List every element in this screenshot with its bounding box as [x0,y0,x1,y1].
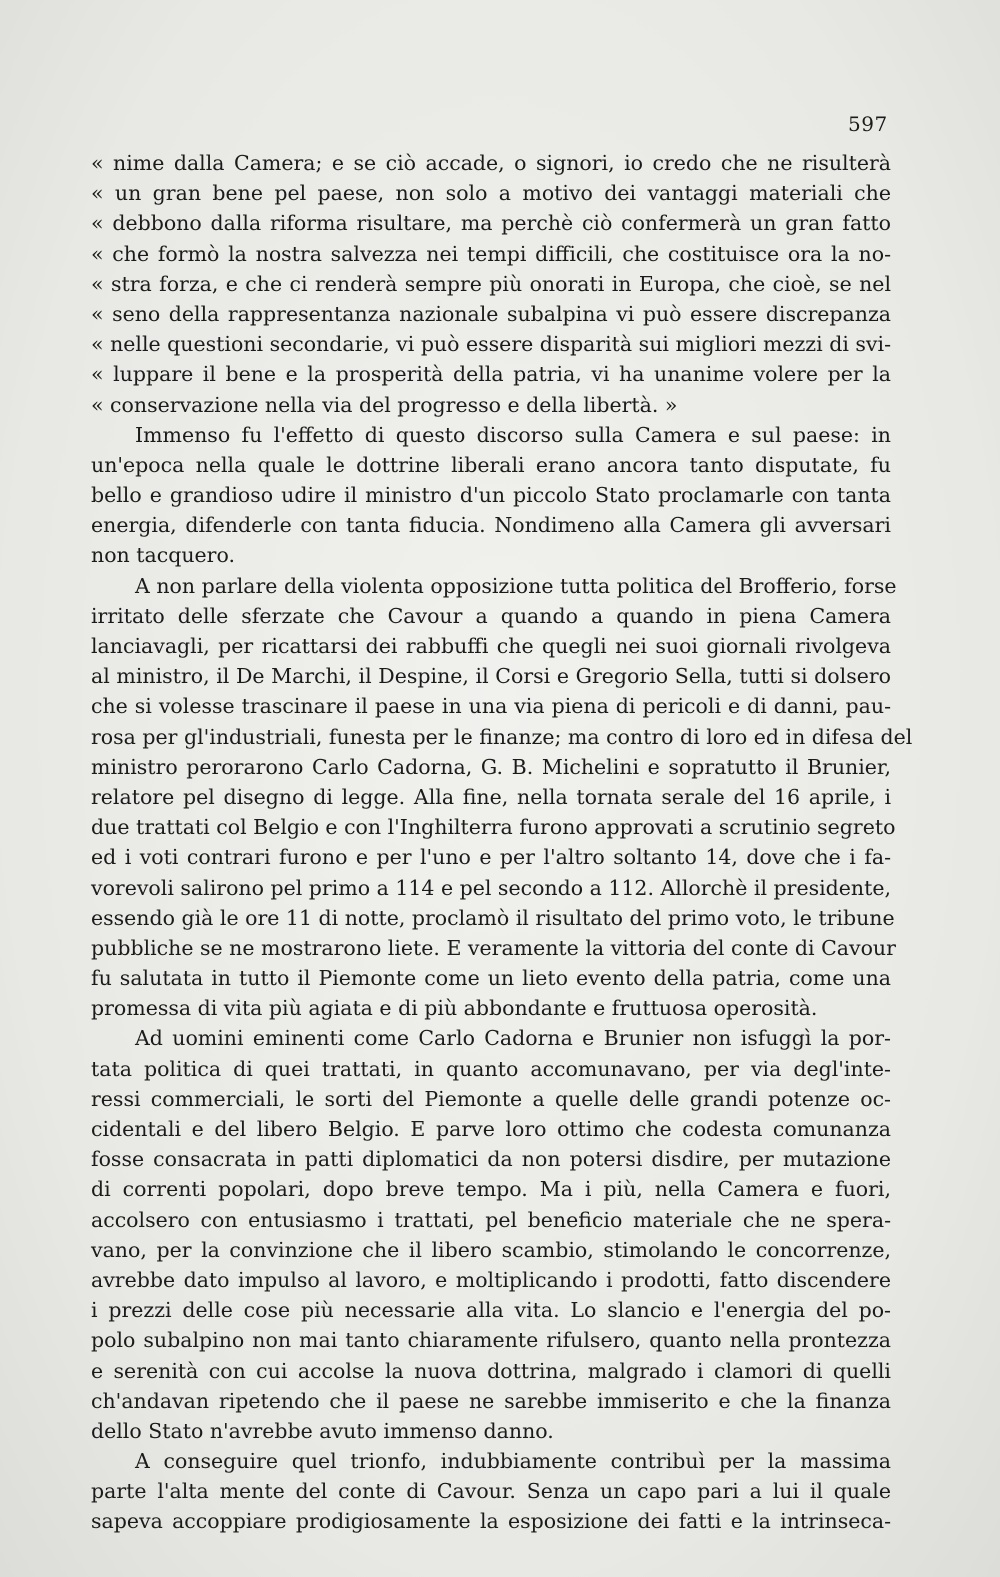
text-line: relatore pel disegno di legge. Alla fine, nella tornata serale del 16 aprile, i [91,784,891,809]
text-line: non tacquero. [91,543,235,568]
text-line: ed i voti contrari furono e per l'uno e per l'altro soltanto 14, dove che i fa- [91,845,891,870]
text-line: sapeva accoppiare prodigiosamente la esposizione dei fatti e la intrinseca- [91,1509,891,1534]
text-line: un'epoca nella quale le dottrine liberali erano ancora tanto disputate, fu [91,452,891,477]
text-line: che si volesse trascinare il paese in una via piena di pericoli e di danni, pau- [91,694,891,719]
text-line: A non parlare della violenta opposizione tutta politica del Brofferio, forse [135,573,897,598]
text-line: rosa per gl'industriali, funesta per le finanze; ma contro di loro ed in difesa del [91,724,913,749]
text-line: polo subalpino non mai tanto chiaramente rifulsero, quanto nella prontezza [91,1328,891,1353]
text-line: Ad uomini eminenti come Carlo Cadorna e Brunier non isfuggì la por- [135,1026,891,1051]
text-line: e serenità con cui accolse la nuova dottrina, malgrado i clamori di quelli [91,1358,891,1383]
text-line: irritato delle sferzate che Cavour a quando a quando in piena Camera [91,603,891,628]
text-line: « nelle questioni secondarie, vi può essere disparità sui migliori mezzi di svi- [91,332,891,357]
text-line: lanciavagli, per ricattarsi dei rabbuffi che quegli nei suoi giornali rivolgeva [91,634,891,658]
text-line: vano, per la convinzione che il libero scambio, stimolando le concorrenze, [91,1237,891,1262]
text-line: energia, difenderle con tanta fiducia. Nondimeno alla Camera gli avversari [91,513,891,538]
text-line: ressi commerciali, le sorti del Piemonte a quelle delle grandi potenze oc- [91,1086,891,1111]
text-line: dello Stato n'avrebbe avuto immenso danno. [91,1418,554,1443]
body-text [91,148,913,1537]
text-line: avrebbe dato impulso al lavoro, e moltiplicando i prodotti, fatto discendere [91,1267,891,1292]
text-line: due trattati col Belgio e con l'Inghilterra furono approvati a scrutinio segreto [91,815,896,840]
text-line: pubbliche se ne mostrarono liete. E veramente la vittoria del conte di Cavour [91,935,896,960]
page-number: 597 [848,112,888,136]
text-line: ministro perorarono Carlo Cadorna, G. B. Michelini e sopratutto il Brunier, [91,754,891,779]
text-line: accolsero con entusiasmo i trattati, pel beneficio materiale che ne spera- [91,1207,891,1232]
text-line: essendo già le ore 11 di notte, proclamò il risultato del primo voto, le tribune [91,905,895,930]
text-line: tata politica di quei trattati, in quanto accomunavano, per via degl'inte- [91,1056,891,1081]
text-line: « seno della rappresentanza nazionale subalpina vi può essere discrepanza [91,301,891,326]
text-line: fu salutata in tutto il Piemonte come un lieto evento della patria, come una [91,966,891,991]
text-line: di correnti popolari, dopo breve tempo. Ma i più, nella Camera e fuori, [91,1177,891,1202]
text-line: « nime dalla Camera; e se ciò accade, o signori, io credo che ne risulterà [91,151,891,175]
text-line: Immenso fu l'effetto di questo discorso sulla Camera e sul paese: in [135,422,891,447]
text-line: parte l'alta mente del conte di Cavour. Senza un capo pari a lui il quale [91,1479,891,1504]
text-line: i prezzi delle cose più necessarie alla vita. Lo slancio e l'energia del po- [91,1298,891,1323]
text-line: cidentali e del libero Belgio. E parve loro ottimo che codesta comunanza [91,1117,891,1141]
text-line: A conseguire quel trionfo, indubbiamente contribuì per la massima [135,1449,891,1474]
text-line: « debbono dalla riforma risultare, ma perchè ciò confermerà un gran fatto [91,211,891,236]
text-line: al ministro, il De Marchi, il Despine, il Corsi e Gregorio Sella, tutti si dolsero [91,664,891,689]
text-line: promessa di vita più agiata e di più abbondante e fruttuosa operosità. [91,996,818,1021]
text-line: bello e grandioso udire il ministro d'un piccolo Stato proclamarle con tanta [91,483,891,508]
text-line: fosse consacrata in patti diplomatici da non potersi disdire, per mutazione [91,1147,891,1172]
text-line: vorevoli salirono pel primo a 114 e pel secondo a 112. Allorchè il presidente, [91,875,891,900]
text-line: « luppare il bene e la prosperità della patria, vi ha unanime volere per la [91,362,891,387]
text-line: « conservazione nella via del progresso e della libertà. » [91,392,678,417]
text-line: ch'andavan ripetendo che il paese ne sarebbe immiserito e che la finanza [91,1388,891,1413]
text-line: « stra forza, e che ci renderà sempre più onorati in Europa, che cioè, se nel [91,271,891,296]
text-line: « un gran bene pel paese, non solo a motivo dei vantaggi materiali che [91,181,891,206]
text-line: « che formò la nostra salvezza nei tempi difficili, che costituisce ora la no- [91,241,891,266]
